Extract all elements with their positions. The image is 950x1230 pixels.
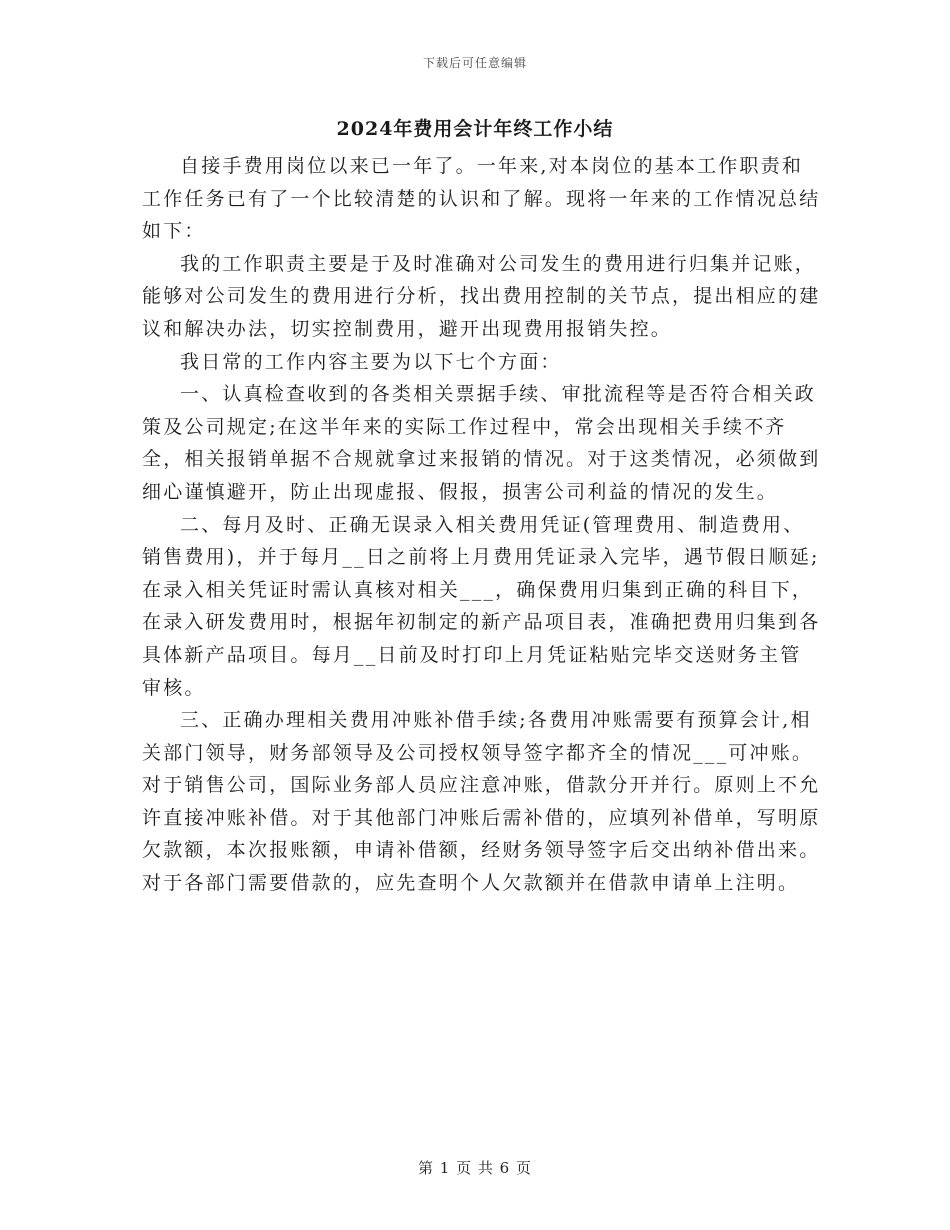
document-body [142, 150, 822, 900]
paragraph-item-3: 三、正确办理相关费用冲账补借手续;各费用冲账需要有预算会计,相关部门领导，财务部领导及公司授权领导签字都齐全的情况___可冲账。对于销售公司，国际业务部人员应注意冲账，借款分开并行。原则上不允许直接冲账补借。对于其他部门冲账后需补借的，应填列补借单，写明原欠款额，本次报账额，申请补借额，经财务领导签字后交出纳补借出来。对于各部门需要借款的，应先查明个人欠款额并在借款申请单上注明。 [142, 709, 821, 895]
header-note: 下载后可任意编辑 [422, 56, 527, 70]
paragraph-intro: 自接手费用岗位以来已一年了。一年来,对本岗位的基本工作职责和工作任务已有了一个比较清楚的认识和了解。现将一年来的工作情况总结如下： [142, 155, 821, 243]
page-indicator: 第 1 页 共 6 页 [418, 1159, 532, 1177]
document-title: 2024年费用会计年终工作小结 [336, 118, 614, 140]
paragraph-item-1: 一、认真检查收到的各类相关票据手续、审批流程等是否符合相关政策及公司规定;在这半年来的实际工作过程中，常会出现相关手续不齐全，相关报销单据不合规就拿过来报销的情况。对于这类情况，必须做到细心谨慎避开，防止出现虚报、假报，损害公司利益的情况的发生。 [142, 383, 821, 503]
paragraph-item-2: 二、每月及时、正确无误录入相关费用凭证(管理费用、制造费用、销售费用)，并于每月__日之前将上月费用凭证录入完毕，遇节假日顺延;在录入相关凭证时需认真核对相关___，确保费用归集到正确的科目下，在录入研发费用时，根据年初制定的新产品项目表，准确把费用归集到各具体新产品项目。每月__日前及时打印上月凭证粘贴完毕交送财务主管审核。 [142, 513, 821, 699]
paragraph-responsibilities: 我的工作职责主要是于及时准确对公司发生的费用进行归集并记账，能够对公司发生的费用进行分析，找出费用控制的关节点，提出相应的建议和解决办法，切实控制费用，避开出现费用报销失控。 [142, 252, 821, 340]
paragraph-overview: 我日常的工作内容主要为以下七个方面： [180, 350, 562, 373]
